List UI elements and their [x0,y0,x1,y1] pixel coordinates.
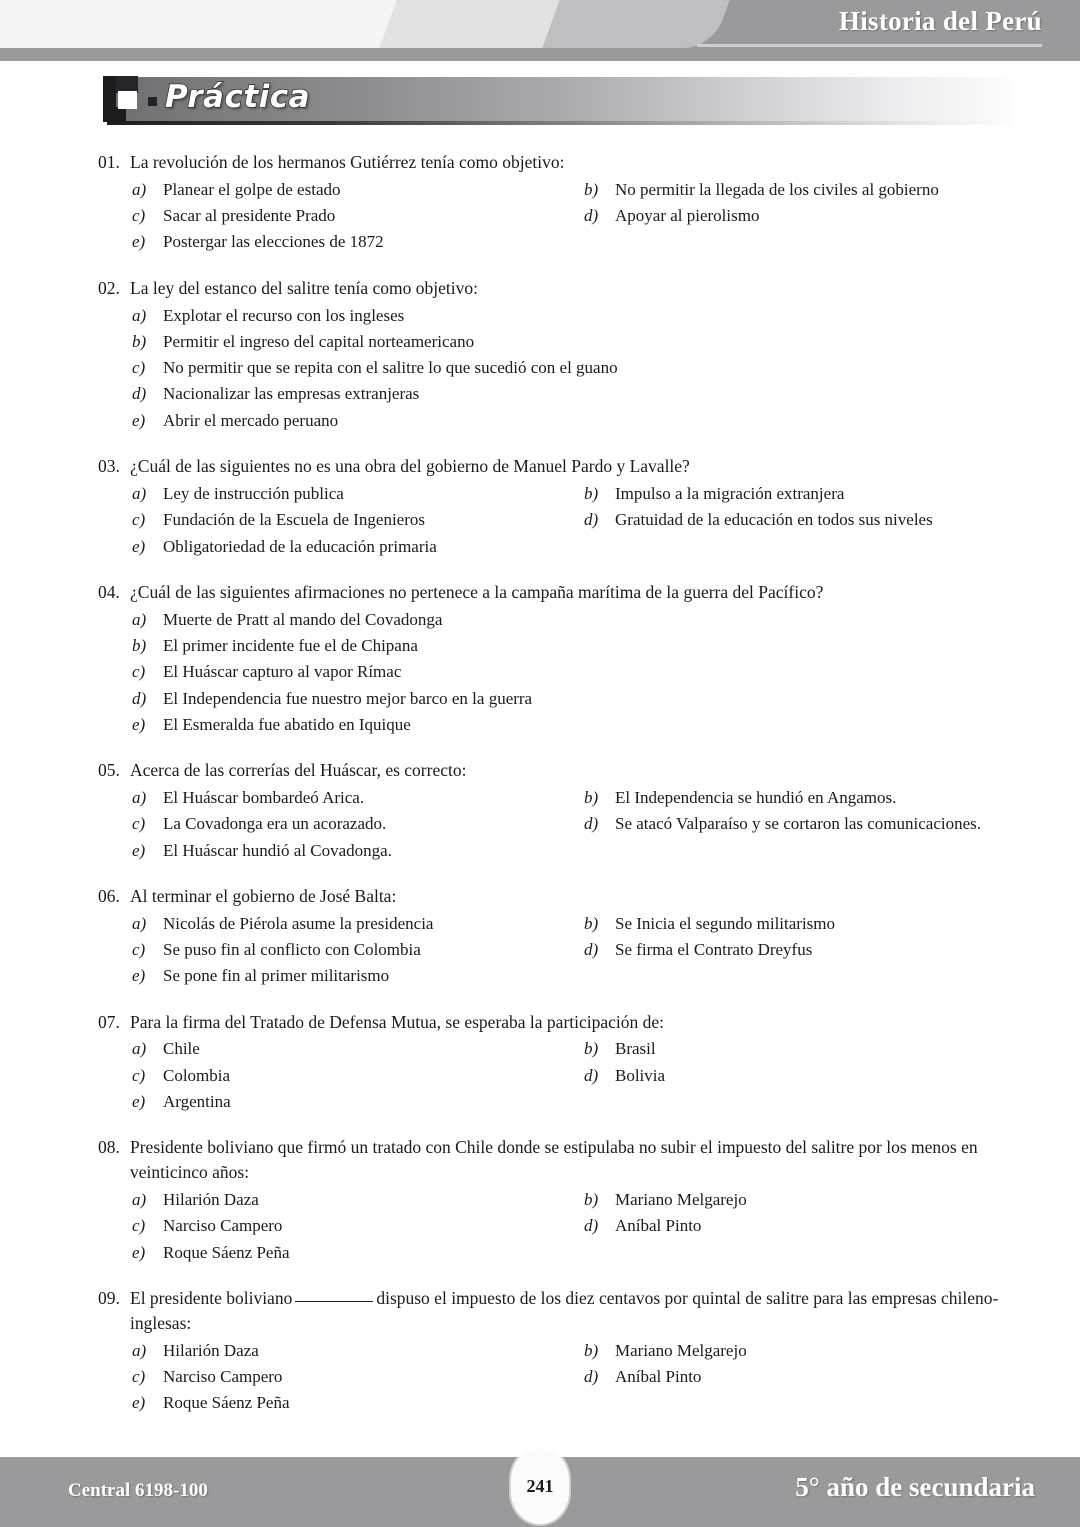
option-text: El Huáscar capturo al vapor Rímac [163,662,402,682]
option-letter: a) [132,1340,147,1360]
options-row [132,408,1008,434]
option-letter: c) [132,1065,146,1085]
option[interactable] [132,381,1008,407]
option[interactable] [132,712,1008,738]
option-text: El Independencia se hundió en Angamos. [615,787,897,807]
option-letter: e) [132,1393,146,1413]
option[interactable] [132,355,1008,381]
question-number: 08. [98,1137,120,1158]
option-letter: c) [132,1216,146,1236]
option-text: Fundación de la Escuela de Ingenieros [163,510,425,530]
options-list [98,177,1008,256]
options-row [132,1036,1008,1062]
option-letter: e) [132,1092,146,1112]
question-text: Para la firma del Tratado de Defensa Mutua, se esperaba la participación de: [130,1011,665,1032]
section-banner-left-block [103,76,116,122]
options-list [98,1187,1008,1266]
question [98,580,1008,738]
question [98,1286,1008,1417]
option-text: El Huáscar hundió al Covadonga. [163,840,392,860]
option-text: Se atacó Valparaíso y se cortaron las comunicaciones. [615,814,981,834]
option-text: Narciso Campero [163,1216,283,1236]
option[interactable] [132,963,1008,989]
option-letter: d) [132,384,147,404]
section-banner-shadow [107,121,1011,125]
question-stem [98,1135,1008,1185]
header-slant-dark [542,0,729,48]
option[interactable] [132,811,584,837]
option[interactable] [132,1338,584,1364]
option-text: Brasil [615,1039,656,1059]
question-stem [98,454,1008,479]
question [98,150,1008,256]
option-text: Permitir el ingreso del capital norteamericano [163,331,475,351]
option[interactable] [584,1036,1008,1062]
footer-grade: 5° año de secundaria [795,1472,1035,1502]
option-text: Hilarión Daza [163,1190,259,1210]
question-number: 04. [98,581,120,602]
options-row [132,177,1008,203]
options-row [132,203,1008,229]
option-letter: c) [132,358,146,378]
option[interactable] [132,534,1008,560]
options-list [98,1036,1008,1115]
option[interactable] [132,1089,1008,1115]
option[interactable] [584,1364,1008,1390]
option-text: Mariano Melgarejo [615,1340,747,1360]
option-text: Roque Sáenz Peña [163,1393,290,1413]
question-stem [98,884,1008,909]
option-text: Se puso fin al conflicto con Colombia [163,940,421,959]
options-row [132,811,1008,837]
option-letter: e) [132,232,146,252]
options-row [132,785,1008,811]
question-stem [98,1286,1008,1336]
question-text-after-blank: dispuso el impuesto de los diez centavos por quintal de salitre para las empresas chileno-inglesas: [130,1287,999,1333]
option[interactable] [584,203,1008,229]
option[interactable] [132,659,1008,685]
option[interactable] [132,507,584,533]
option[interactable] [584,481,1008,507]
option[interactable] [132,1187,584,1213]
header-bottom-bar [0,48,1080,61]
options-row [132,1187,1008,1213]
options-row [132,937,1008,963]
option-text: Colombia [163,1065,231,1085]
header-title-underline [697,44,1042,47]
options-list [98,607,1008,738]
option-text: Muerte de Pratt al mando del Covadonga [163,609,443,629]
option-letter: c) [132,206,146,226]
option-letter: d) [132,688,147,708]
options-row [132,1364,1008,1390]
option-letter: d) [584,940,599,959]
option[interactable] [132,203,584,229]
question-number: 09. [98,1287,120,1308]
questions-list [98,150,1008,1436]
question-stem [98,150,1008,175]
option-text: Se pone fin al primer militarismo [163,966,390,986]
option-letter: e) [132,410,146,430]
option[interactable] [584,177,1008,203]
options-row [132,303,1008,329]
option-text: Narciso Campero [163,1366,283,1386]
page-number-badge [511,1448,569,1524]
question-text: ¿Cuál de las siguientes no es una obra del gobierno de Manuel Pardo y Lavalle? [130,456,690,477]
option[interactable] [584,785,1008,811]
option-text: Abrir el mercado peruano [163,410,339,430]
options-row [132,1213,1008,1239]
bullet-square-icon [148,97,157,106]
header-slant-mid [379,0,561,48]
option[interactable] [132,1364,584,1390]
question-stem [98,580,1008,605]
section-banner-notch-bottom [116,107,126,123]
option-text: Obligatoriedad de la educación primaria [163,536,437,556]
option-text: Se Inicia el segundo militarismo [615,913,836,933]
option[interactable] [584,1063,1008,1089]
option-letter: d) [584,1216,599,1236]
footer-contact: Central 6198-100 [68,1480,208,1501]
section-banner [103,77,1011,125]
options-list [98,785,1008,864]
page-footer [0,1457,1080,1527]
option-letter: b) [584,913,599,933]
option-letter: b) [132,331,147,351]
options-row [132,911,1008,937]
option[interactable] [584,937,1008,963]
question-text: Presidente boliviano que firmó un tratado con Chile donde se estipulaba no subir el impuesto del salitre por los menos en veinticinco años: [130,1137,978,1183]
options-row [132,1089,1008,1115]
options-row [132,963,1008,989]
option-letter: b) [584,179,599,199]
options-row [132,381,1008,407]
page-header [0,0,1080,61]
question-text-before-blank: El presidente boliviano [130,1287,293,1308]
question-text: Acerca de las correrías del Huáscar, es correcto: [130,760,467,781]
options-row [132,1338,1008,1364]
option[interactable] [132,633,1008,659]
question-stem [98,758,1008,783]
option-letter: e) [132,1242,146,1262]
option-letter: a) [132,609,147,629]
option[interactable] [132,607,1008,633]
option-text: El primer incidente fue el de Chipana [163,635,418,655]
option[interactable] [132,1240,1008,1266]
question [98,454,1008,560]
option-letter: d) [584,206,599,226]
option-letter: b) [584,787,599,807]
question-number: 03. [98,456,120,477]
option[interactable] [132,911,584,937]
option-letter: e) [132,714,146,734]
option-letter: c) [132,940,146,959]
white-square-icon [118,91,137,109]
options-list [98,481,1008,560]
option-text: No permitir que se repita con el salitre lo que sucedió con el guano [163,358,618,378]
question [98,276,1008,434]
option[interactable] [584,911,1008,937]
option[interactable] [132,838,1008,864]
option-letter: d) [584,814,599,834]
option-letter: c) [132,510,146,530]
option-letter: d) [584,1366,599,1386]
option-letter: e) [132,966,146,986]
question [98,884,1008,990]
options-list [98,1338,1008,1417]
option[interactable] [132,481,584,507]
option-letter: a) [132,787,147,807]
question-text: La ley del estanco del salitre tenía como objetivo: [130,277,478,298]
option-text: Sacar al presidente Prado [163,206,336,226]
header-slant-light [0,0,399,48]
option[interactable] [132,1063,584,1089]
options-row [132,1240,1008,1266]
option[interactable] [132,1390,1008,1416]
option-letter: b) [132,635,147,655]
question-text: Al terminar el gobierno de José Balta: [130,885,397,906]
question-number: 05. [98,760,120,781]
options-row [132,659,1008,685]
option-letter: b) [584,1340,599,1360]
option-letter: a) [132,483,147,503]
fill-in-blank[interactable] [295,1301,373,1302]
option-text: El Huáscar bombardeó Arica. [163,787,365,807]
option-text: El Independencia fue nuestro mejor barco en la guerra [163,688,533,708]
question-text: La revolución de los hermanos Gutiérrez tenía como objetivo: [130,152,565,172]
question [98,758,1008,864]
option-text: La Covadonga era un acorazado. [163,814,387,834]
options-row [132,507,1008,533]
option-text: Apoyar al pierolismo [615,206,760,226]
option-text: Explotar el recurso con los ingleses [163,305,405,325]
option-text: Se firma el Contrato Dreyfus [615,940,813,959]
options-row [132,712,1008,738]
option-text: Gratuidad de la educación en todos sus niveles [615,510,933,530]
options-row [132,607,1008,633]
option[interactable] [132,177,584,203]
option-letter: b) [584,1190,599,1210]
question-text: ¿Cuál de las siguientes afirmaciones no pertenece a la campaña marítima de la guerra del Pacífico? [130,581,824,602]
question-number: 02. [98,277,120,298]
options-list [98,303,1008,434]
question [98,1135,1008,1266]
option-letter: d) [584,510,599,530]
option-letter: a) [132,179,147,199]
option-text: Mariano Melgarejo [615,1190,747,1210]
option-text: Impulso a la migración extranjera [615,483,845,503]
option-letter: c) [132,662,146,682]
options-row [132,534,1008,560]
option-letter: b) [584,1039,599,1059]
option-text: Planear el golpe de estado [163,179,341,199]
question-number: 06. [98,885,120,906]
options-list [98,911,1008,990]
question [98,1010,1008,1116]
option-text: Argentina [163,1092,231,1112]
options-row [132,838,1008,864]
option[interactable] [132,785,584,811]
option[interactable] [132,408,1008,434]
option-letter: e) [132,536,146,556]
options-row [132,1390,1008,1416]
header-title: Historia del Perú [838,6,1042,36]
option-letter: b) [584,483,599,503]
page-number: 241 [526,1475,554,1496]
option[interactable] [132,229,1008,255]
question-text [130,1286,1008,1336]
option[interactable] [132,686,1008,712]
option-text: Chile [163,1039,200,1059]
options-row [132,229,1008,255]
section-title: Práctica [165,79,311,115]
options-row [132,481,1008,507]
option-letter: a) [132,305,147,325]
question-stem [98,1010,1008,1035]
options-row [132,1063,1008,1089]
option-text: El Esmeralda fue abatido en Iquique [163,714,411,734]
option[interactable] [132,303,1008,329]
options-row [132,686,1008,712]
question-number: 07. [98,1011,120,1032]
option-letter: a) [132,913,147,933]
option[interactable] [584,1213,1008,1239]
option[interactable] [584,1338,1008,1364]
option[interactable] [584,507,1008,533]
option[interactable] [584,811,1008,837]
option-letter: a) [132,1190,147,1210]
option-text: Roque Sáenz Peña [163,1242,290,1262]
option-text: Aníbal Pinto [615,1216,702,1236]
option-letter: c) [132,814,146,834]
options-row [132,633,1008,659]
option-text: Aníbal Pinto [615,1366,702,1386]
option-text: Postergar las elecciones de 1872 [163,232,384,252]
option-text: Bolivia [615,1065,666,1085]
option-text: Nacionalizar las empresas extranjeras [163,384,420,404]
option-text: Nicolás de Piérola asume la presidencia [163,913,434,933]
option[interactable] [132,1036,584,1062]
option-letter: d) [584,1065,599,1085]
option-letter: c) [132,1366,146,1386]
question-number: 01. [98,152,120,172]
option-text: No permitir la llegada de los civiles al gobierno [615,179,939,199]
question-stem [98,276,1008,301]
option[interactable] [132,329,1008,355]
option-letter: e) [132,840,146,860]
options-row [132,355,1008,381]
option-text: Hilarión Daza [163,1340,259,1360]
option[interactable] [132,937,584,963]
options-row [132,329,1008,355]
option[interactable] [132,1213,584,1239]
option-text: Ley de instrucción publica [163,483,344,503]
option-letter: a) [132,1039,147,1059]
option[interactable] [584,1187,1008,1213]
